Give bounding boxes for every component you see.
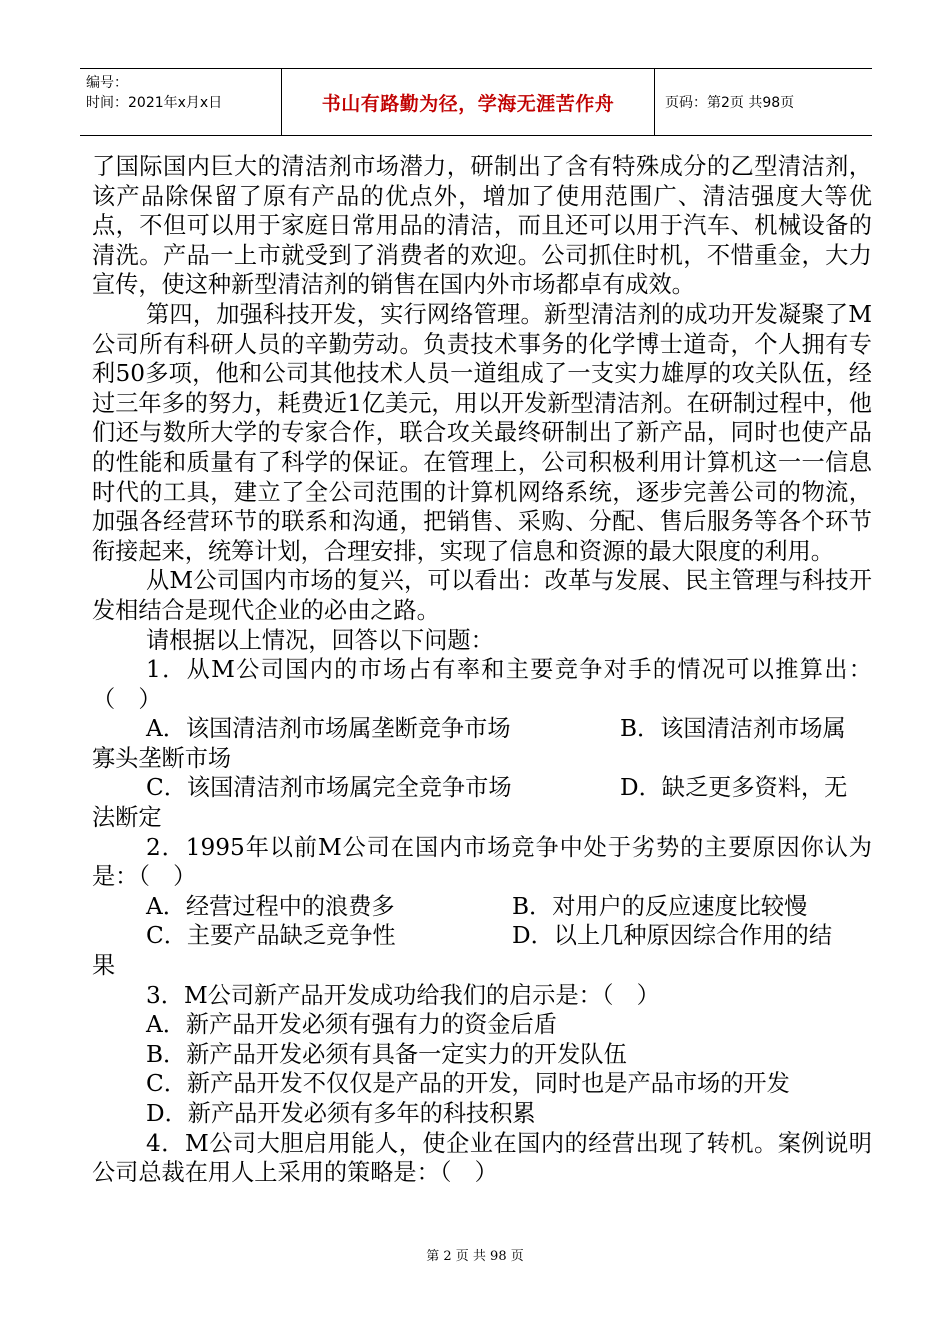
option-b: B．该国清洁剂市场属 xyxy=(620,715,846,743)
question-1-options-cd xyxy=(92,773,872,803)
page-header xyxy=(80,68,872,136)
option-b: B．对用户的反应速度比较慢 xyxy=(512,892,808,920)
question-2-options-ab xyxy=(92,892,872,922)
question-2: 2．1995年以前M公司在国内市场竞争中处于劣势的主要原因你认为是：（ ） xyxy=(92,833,872,891)
header-page-info: 页码：第2页 共98页 xyxy=(665,95,795,111)
option-b: B．新产品开发必须有具备一定实力的开发队伍 xyxy=(146,1040,627,1068)
doc-number-label: 编号： xyxy=(86,75,128,91)
option-c: C．主要产品缺乏竞争性 xyxy=(146,922,396,950)
question-1-options-ab xyxy=(92,714,872,744)
option-d: D．以上几种原因综合作用的结 xyxy=(512,922,833,950)
paragraph: 从M公司国内市场的复兴，可以看出：改革与发展、民主管理与科技开发相结合是现代企业的必由之路。 xyxy=(92,567,872,624)
question-1: 1．从M公司国内的市场占有率和主要竞争对手的情况可以推算出：（ ） xyxy=(92,656,872,713)
header-motto: 书山有路勤为径，学海无涯苦作舟 xyxy=(282,69,655,135)
option-d: D．新产品开发必须有多年的科技积累 xyxy=(146,1100,536,1127)
question-4: 4．M公司大胆启用能人，使企业在国内的经营出现了转机。案例说明公司总裁在用人上采用的策略是：（ ） xyxy=(92,1129,872,1187)
paragraph: 了国际国内巨大的清洁剂市场潜力，研制出了含有特殊成分的乙型清洁剂，该产品除保留了原有产品的优点外，增加了使用范围广、清洁强度大等优点，不但可以用于家庭日常用品的清洁，而且还可以用于汽车、机械设备的清洗。产品一上市就受到了消费者的欢迎。公司抓住时机，不惜重金，大力宣传，使这种新型清洁剂的销售在国内外市场都卓有成效。 xyxy=(92,153,872,299)
doc-time-label: 时间：2021年x月x日 xyxy=(86,95,223,111)
header-meta xyxy=(80,69,282,135)
document-body xyxy=(92,152,872,1188)
option-d: D．缺乏更多资料，无 xyxy=(620,774,848,802)
question-2-options-cd xyxy=(92,921,872,951)
question-3: 3．M公司新产品开发成功给我们的启示是：（ ） xyxy=(146,981,660,1009)
option-b-continued: 寡头垄断市场 xyxy=(92,744,232,772)
option-d-continued: 果 xyxy=(92,952,116,980)
option-a: A．新产品开发必须有强有力的资金后盾 xyxy=(146,1011,557,1039)
option-a: A．经营过程中的浪费多 xyxy=(146,892,395,920)
option-c: C．新产品开发不仅仅是产品的开发，同时也是产品市场的开发 xyxy=(146,1070,790,1098)
option-d-continued: 法断定 xyxy=(92,804,162,832)
page-footer: 第 2 页 共 98 页 xyxy=(426,1249,524,1264)
paragraph: 第四，加强科技开发，实行网络管理。新型清洁剂的成功开发凝聚了M公司所有科研人员的辛勤劳动。负责技术事务的化学博士道奇，个人拥有专利50多项，他和公司其他技术人员一道组成了一支实力雄厚的攻关队伍，经过三年多的努力，耗费近1亿美元，用以开发新型清洁剂。在研制过程中，他们还与数所大学的专家合作，联合攻关最终研制出了新产品，同时也使产品的性能和质量有了科学的保证。在管理上，公司积极利用计算机这一一信息时代的工具，建立了全公司范围的计算机网络系统，逐步完善公司的物流，加强各经营环节的联系和沟通，把销售、采购、分配、售后服务等各个环节衔接起来，统筹计划，合理安排，实现了信息和资源的最大限度的利用。 xyxy=(92,300,872,565)
option-a: A．该国清洁剂市场属垄断竞争市场 xyxy=(146,715,511,743)
paragraph: 请根据以上情况，回答以下问题： xyxy=(146,626,494,654)
option-c: C．该国清洁剂市场属完全竞争市场 xyxy=(146,774,512,802)
